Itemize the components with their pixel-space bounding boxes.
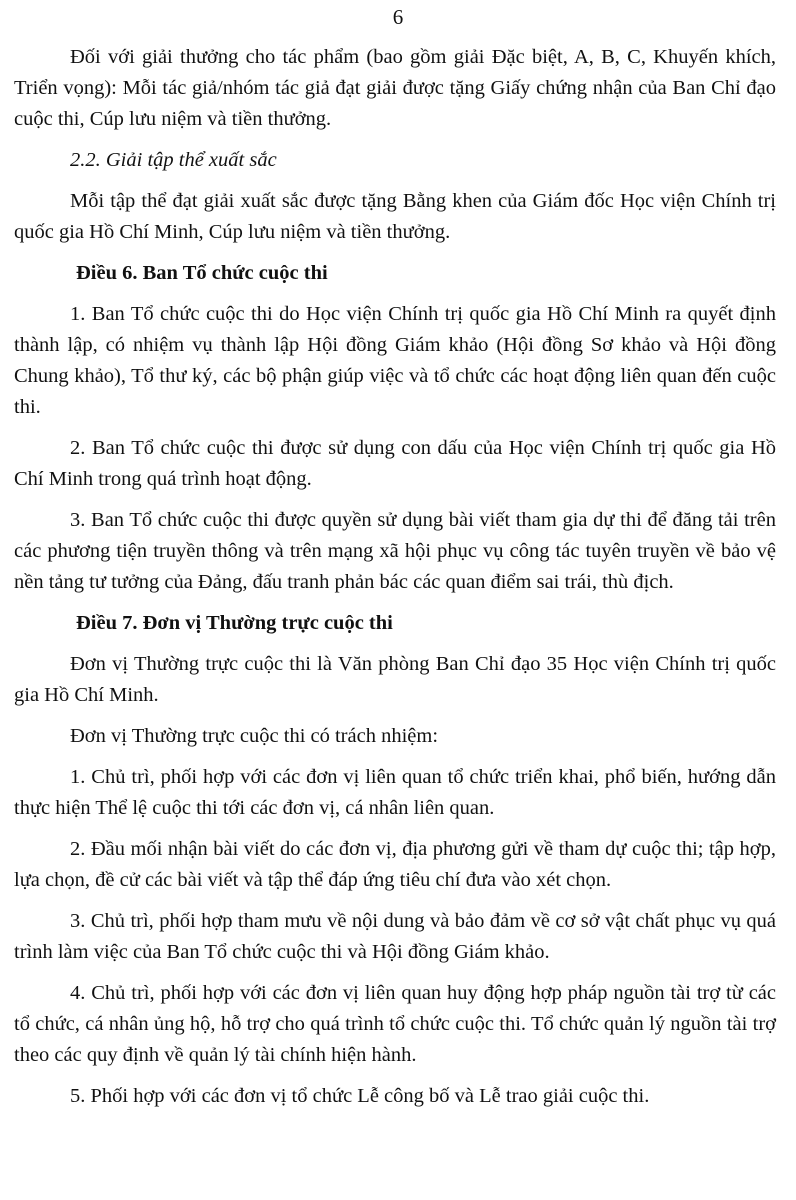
paragraph-award-works: Đối với giải thưởng cho tác phẩm (bao gồm giải Đặc biệt, A, B, C, Khuyến khích, Triển vọng): Mỗi tác giả/nhóm tác giả đạt giải được tặng Giấy chứng nhận của Ban Chỉ đạo cuộc thi, Cúp lưu niệm và tiền thưởng.: [14, 46, 776, 130]
paragraph-article-7-item-1: 1. Chủ trì, phối hợp với các đơn vị liên quan tổ chức triển khai, phổ biến, hướng dẫn thực hiện Thể lệ cuộc thi tới các đơn vị, cá nhân liên quan.: [14, 766, 776, 819]
subheading-collective-award: 2.2. Giải tập thể xuất sắc: [70, 149, 277, 171]
paragraph-article-7-intro: Đơn vị Thường trực cuộc thi là Văn phòng Ban Chỉ đạo 35 Học viện Chính trị quốc gia Hồ Chí Minh.: [14, 653, 776, 706]
paragraph-article-6-item-2: 2. Ban Tổ chức cuộc thi được sử dụng con dấu của Học viện Chính trị quốc gia Hồ Chí Minh trong quá trình hoạt động.: [14, 437, 776, 490]
paragraph-article-7-item-5: 5. Phối hợp với các đơn vị tổ chức Lễ công bố và Lễ trao giải cuộc thi.: [70, 1085, 650, 1107]
page-number: 6: [392, 5, 404, 29]
paragraph-article-7-item-3: 3. Chủ trì, phối hợp tham mưu về nội dung và bảo đảm về cơ sở vật chất phục vụ quá trình làm việc của Ban Tổ chức cuộc thi và Hội đồng Giám khảo.: [14, 910, 776, 963]
paragraph-article-7-item-4: 4. Chủ trì, phối hợp với các đơn vị liên quan huy động hợp pháp nguồn tài trợ từ các tổ chức, cá nhân ủng hộ, hỗ trợ cho quá trình tổ chức cuộc thi. Tổ chức quản lý nguồn tài trợ theo các quy định về quản lý tài chính hiện hành.: [14, 982, 776, 1066]
paragraph-article-7-duties-intro: Đơn vị Thường trực cuộc thi có trách nhiệm:: [70, 725, 439, 747]
paragraph-collective-award: Mỗi tập thể đạt giải xuất sắc được tặng Bằng khen của Giám đốc Học viện Chính trị quốc gia Hồ Chí Minh, Cúp lưu niệm và tiền thưởng.: [14, 190, 776, 243]
paragraph-article-6-item-1: 1. Ban Tổ chức cuộc thi do Học viện Chính trị quốc gia Hồ Chí Minh ra quyết định thành lập, có nhiệm vụ thành lập Hội đồng Giám khảo (Hội đồng Sơ khảo và Hội đồng Chung khảo), Tổ thư ký, các bộ phận giúp việc và tổ chức các hoạt động liên quan đến cuộc thi.: [14, 303, 776, 418]
paragraph-article-6-item-3: 3. Ban Tổ chức cuộc thi được quyền sử dụng bài viết tham gia dự thi để đăng tải trên các phương tiện truyền thông và trên mạng xã hội phục vụ công tác tuyên truyền về bảo vệ nền tảng tư tưởng của Đảng, đấu tranh phản bác các quan điểm sai trái, thù địch.: [14, 509, 776, 593]
paragraph-article-7-item-2: 2. Đầu mối nhận bài viết do các đơn vị, địa phương gửi về tham dự cuộc thi; tập hợp, lựa chọn, đề cử các bài viết và tập thể đáp ứng tiêu chí đưa vào xét chọn.: [14, 838, 776, 891]
document-body: [14, 42, 776, 1122]
heading-article-6: Điều 6. Ban Tổ chức cuộc thi: [76, 262, 328, 284]
heading-article-7: Điều 7. Đơn vị Thường trực cuộc thi: [76, 612, 393, 634]
